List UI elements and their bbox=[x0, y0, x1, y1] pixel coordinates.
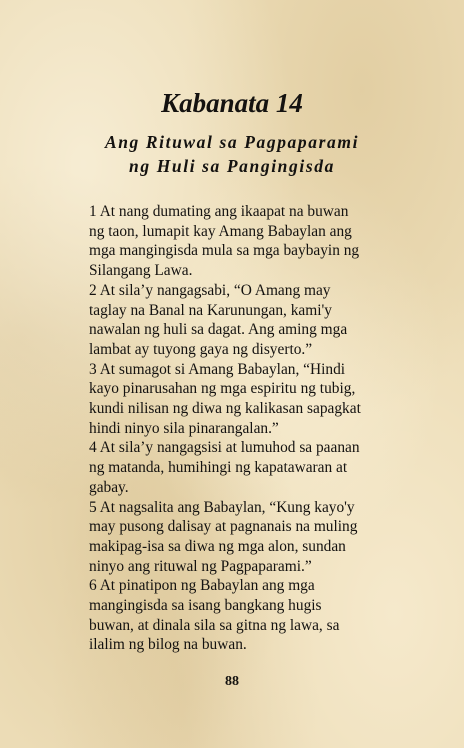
verse-2 bbox=[89, 281, 379, 360]
verse-line: Silangang Lawa. bbox=[89, 262, 193, 280]
verse-line: ninyo ang rituwal ng Pagpaparami.” bbox=[89, 557, 312, 575]
verse-line: kundi nilisan ng diwa ng kalikasan sapagkat bbox=[89, 400, 361, 418]
verse-1 bbox=[89, 202, 379, 281]
verse-line: nawalan ng huli sa dagat. Ang aming mga bbox=[89, 321, 348, 339]
verse-line: ng taon, lumapit kay Amang Babaylan ang bbox=[89, 222, 352, 240]
verse-line: makipag-isa sa diwa ng mga alon, sundan bbox=[89, 537, 346, 555]
verse-3 bbox=[89, 360, 379, 439]
chapter-title: Kabanata 14 bbox=[161, 88, 303, 118]
page-number: 88 bbox=[225, 674, 239, 689]
chapter-subtitle bbox=[0, 130, 464, 178]
verse-line: hindi ninyo sila pinarangalan.” bbox=[89, 419, 279, 437]
verse-line: buwan, at dinala sila sa gitna ng lawa, sa bbox=[89, 616, 340, 634]
verse-5 bbox=[89, 498, 379, 577]
verse-line: 4 At sila’y nangagsisi at lumuhod sa paanan bbox=[89, 439, 360, 457]
verse-line: 1 At nang dumating ang ikaapat na buwan bbox=[89, 203, 349, 220]
chapter-subtitle-line-1: Ang Rituwal sa Pagpaparami bbox=[104, 132, 360, 152]
verse-line: kayo pinarusahan ng mga espiritu ng tubig, bbox=[89, 380, 356, 398]
verse-line: lambat ay tuyong gaya ng disyerto.” bbox=[89, 340, 313, 358]
verse-line: mga mangingisda mula sa mga baybayin ng bbox=[89, 242, 360, 260]
verse-line: 2 At sila’y nangagsabi, “O Amang may bbox=[89, 281, 331, 299]
verse-line: ng matanda, humihingi ng kapatawaran at bbox=[89, 459, 348, 477]
verse-6 bbox=[89, 576, 379, 655]
verse-line: mangingisda sa isang bangkang hugis bbox=[89, 597, 322, 615]
verse-line: 5 At nagsalita ang Babaylan, “Kung kayo'y bbox=[89, 498, 355, 516]
verse-line: 3 At sumagot si Amang Babaylan, “Hindi bbox=[89, 360, 346, 378]
verse-4 bbox=[89, 438, 379, 497]
chapter-subtitle-line-2: ng Huli sa Pangingisda bbox=[129, 156, 335, 176]
verse-line: may pusong dalisay at pagnanais na muling bbox=[89, 518, 358, 536]
body-text bbox=[89, 202, 379, 655]
verse-line: 6 At pinatipon ng Babaylan ang mga bbox=[89, 577, 315, 595]
verse-line: ilalim ng bilog na buwan. bbox=[89, 636, 247, 654]
verse-line: gabay. bbox=[89, 478, 129, 496]
verse-line: taglay na Banal na Karunungan, kami'y bbox=[89, 301, 332, 319]
